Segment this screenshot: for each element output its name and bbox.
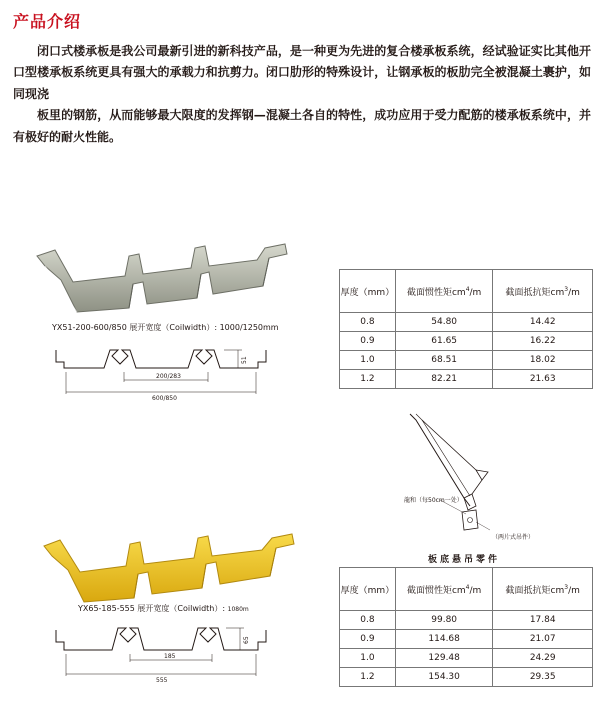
header-thickness: 厚度（mm） xyxy=(340,270,396,313)
hanger-label-part: （两片式吊件） xyxy=(492,534,535,541)
cell: 1.2 xyxy=(340,370,396,389)
cell: 14.42 xyxy=(493,313,593,332)
cell: 54.80 xyxy=(395,313,493,332)
cell: 21.63 xyxy=(493,370,593,389)
yx65-spec-table xyxy=(339,567,593,687)
header-modulus: 截面抵抗矩$cm^3/m$ xyxy=(493,270,593,313)
table-row xyxy=(340,351,593,370)
yx65-caption-main: YX65-185-555 展开宽度（Coilwidth）: xyxy=(78,604,226,613)
yx65-caption xyxy=(78,603,249,614)
yx51-profile-render xyxy=(33,242,293,314)
cell: 1.2 xyxy=(340,668,396,687)
section-title: 产品介绍 xyxy=(13,12,82,31)
table-row xyxy=(340,611,593,630)
cell: 21.07 xyxy=(493,630,593,649)
yx65-profile-render xyxy=(40,532,298,604)
header-modulus: 截面抵抗矩$cm^3/m$ xyxy=(493,568,593,611)
cell: 17.84 xyxy=(493,611,593,630)
yx65-caption-width: 1080m xyxy=(227,606,249,613)
yx51-dim-pitch: 200/283 xyxy=(156,373,181,380)
cell: 29.35 xyxy=(493,668,593,687)
cell: 68.51 xyxy=(395,351,493,370)
table-row xyxy=(340,630,593,649)
cell: 24.29 xyxy=(493,649,593,668)
header-inertia: 截面惯性矩$cm^4/m$ xyxy=(395,568,493,611)
table-row xyxy=(340,668,593,687)
cell: 61.65 xyxy=(395,332,493,351)
cell: 1.0 xyxy=(340,649,396,668)
yx51-caption: YX51-200-600/850 展开宽度（Coilwidth）: 1000/1250mm xyxy=(52,323,279,332)
yx65-dim-width: 555 xyxy=(156,677,168,684)
cell: 129.48 xyxy=(395,649,493,668)
cell: 0.9 xyxy=(340,630,396,649)
header-thickness: 厚度（mm） xyxy=(340,568,396,611)
hanger-detail-drawing xyxy=(380,410,580,550)
yx51-spec-table xyxy=(339,269,593,389)
table-row xyxy=(340,370,593,389)
intro-paragraph-2: 板里的钢筋，从而能够最大限度的发挥钢—混凝土各自的特性，成功应用于受力配筋的楼承板系统中，并有极好的耐火性能。 xyxy=(13,108,591,144)
cell: 114.68 xyxy=(395,630,493,649)
hanger-caption: 板底悬吊零件 xyxy=(428,555,501,565)
intro-paragraph-1: 闭口式楼承板是我公司最新引进的新科技产品，是一种更为先进的复合楼承板系统，经试验证实比其他开口型楼承板系统更具有强大的承载力和抗剪力。闭口肋形的特殊设计，让钢承板的板肋完全被混凝土裹护，如同现浇 xyxy=(13,44,591,101)
cell: 1.0 xyxy=(340,351,396,370)
table-row xyxy=(340,313,593,332)
hanger-label-keel: 龍和（每50cm一处） xyxy=(404,497,463,504)
cell: 82.21 xyxy=(395,370,493,389)
yx51-section-drawing xyxy=(52,342,282,412)
intro-text xyxy=(13,41,591,148)
cell: 18.02 xyxy=(493,351,593,370)
cell: 99.80 xyxy=(395,611,493,630)
yx65-dim-pitch: 185 xyxy=(164,653,176,660)
cell: 0.8 xyxy=(340,313,396,332)
yx65-dim-height: 65 xyxy=(243,636,250,644)
yx51-dim-height: 51 xyxy=(241,356,248,364)
table-header-row xyxy=(340,270,593,313)
cell: 0.8 xyxy=(340,611,396,630)
cell: 0.9 xyxy=(340,332,396,351)
table-row xyxy=(340,332,593,351)
table-row xyxy=(340,649,593,668)
cell: 16.22 xyxy=(493,332,593,351)
table-header-row xyxy=(340,568,593,611)
cell: 154.30 xyxy=(395,668,493,687)
yx51-dim-width: 600/850 xyxy=(152,395,177,402)
yx65-section-drawing xyxy=(52,622,284,692)
header-inertia: 截面惯性矩$cm^4/m$ xyxy=(395,270,493,313)
